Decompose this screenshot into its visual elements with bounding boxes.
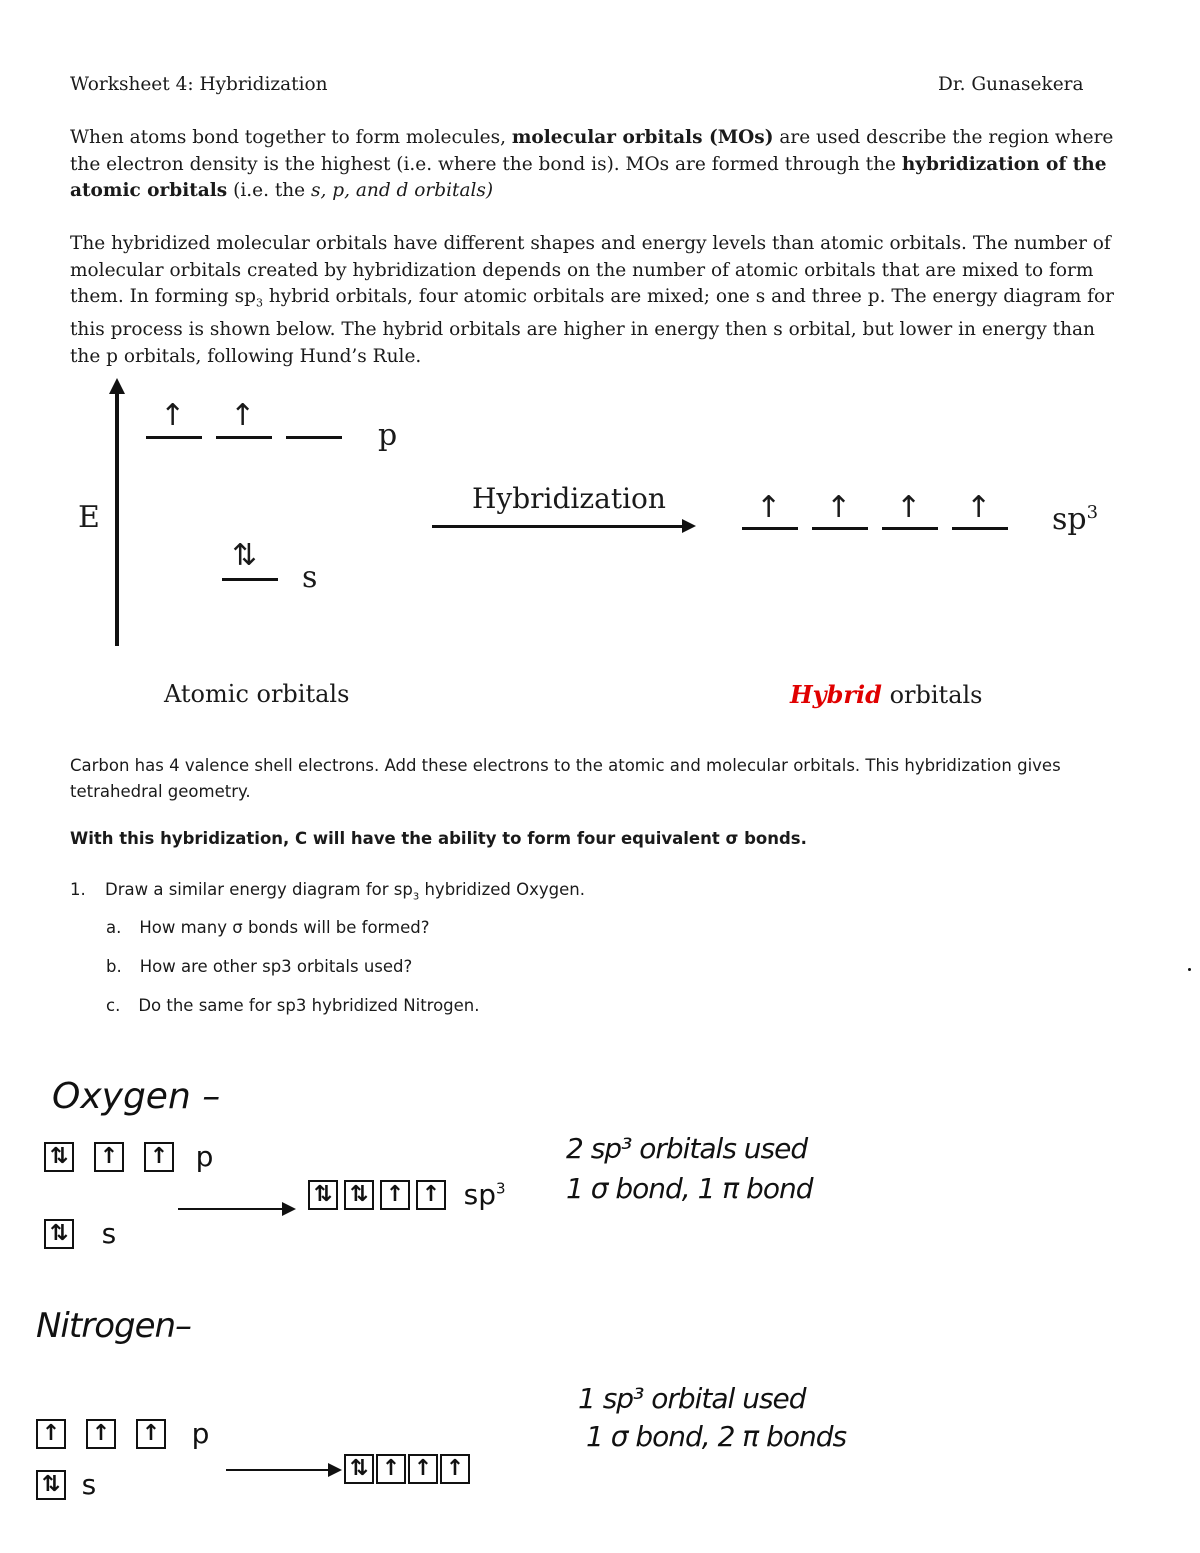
orbital-box: ↑ — [380, 1180, 410, 1210]
orbital-box: ⇅ — [36, 1470, 66, 1500]
sp3-label — [1052, 502, 1098, 537]
orbital-box: ↑ — [94, 1142, 124, 1172]
question-text: hybridized Oxygen. — [419, 880, 585, 899]
oxygen-s-label: s — [101, 1217, 117, 1250]
question-1c — [106, 996, 480, 1015]
intro-paragraph-1 — [70, 125, 1130, 205]
question-1a — [106, 918, 430, 937]
sp3-orbital-line — [742, 527, 798, 530]
author-name: Dr. Gunasekera — [938, 74, 1084, 95]
oxygen-note-2: 1 σ bond, 1 π bond — [566, 1172, 813, 1205]
superscript: 3 — [1086, 502, 1099, 523]
worksheet-title: Worksheet 4: Hybridization — [70, 74, 328, 95]
intro-bold-hybridization: hybridization of the atomic orbitals — [70, 153, 1107, 201]
sp3-orbital-line — [952, 527, 1008, 530]
sp3-text: sp — [463, 1178, 497, 1211]
question-letter: b. — [106, 957, 122, 976]
orbital-box: ↑ — [36, 1419, 66, 1449]
question-1 — [70, 880, 585, 902]
orbital-box: ↑ — [86, 1419, 116, 1449]
orbital-box: ↑ — [136, 1419, 166, 1449]
nitrogen-note-2: 1 σ bond, 2 π bonds — [586, 1420, 847, 1453]
nitrogen-s-label: s — [81, 1468, 97, 1501]
orbitals-word: orbitals — [881, 681, 983, 709]
intro-text: (i.e. the — [227, 180, 312, 201]
question-1b — [106, 957, 412, 976]
superscript: 3 — [255, 296, 263, 310]
orbital-box: ↑ — [408, 1454, 438, 1484]
energy-axis — [115, 392, 119, 646]
orbital-box: ↑ — [144, 1142, 174, 1172]
s-label: s — [302, 560, 318, 595]
superscript: 3 — [412, 891, 420, 903]
intro-italic-orbitals: s, p, and d orbitals) — [311, 180, 494, 201]
nitrogen-p-label: p — [191, 1417, 210, 1450]
p-orbital-line — [286, 436, 342, 439]
intro-paragraph-2 — [70, 231, 1130, 370]
oxygen-sp3-row — [308, 1178, 506, 1211]
p-label: p — [378, 418, 398, 453]
intro-text: hybrid orbitals, four atomic orbitals are mixed; one s and three p. The energy diagram for this process is shown below. The hybrid orbitals are higher in energy then s orbital, but lower in energy than the p orbitals, following Hund’s Rule. — [70, 286, 1115, 367]
intro-bold-mo: molecular orbitals (MOs) — [511, 127, 774, 148]
orbital-box: ⇅ — [44, 1219, 74, 1249]
stray-dot — [1188, 968, 1191, 971]
orbital-box: ⇅ — [44, 1142, 74, 1172]
nitrogen-s-row — [36, 1468, 96, 1501]
intro-text: are used describe the region where the electron density is the highest (i.e. where the bond is). MOs are formed through the — [70, 127, 1114, 175]
sp3-orbital-line — [812, 527, 868, 530]
carbon-paragraph: Carbon has 4 valence shell electrons. Add these electrons to the atomic and molecular orbitals. This hybridization gives tetrahedral geometry. — [70, 756, 1061, 801]
hybridization-label: Hybridization — [472, 482, 666, 515]
orbital-box: ⇅ — [308, 1180, 338, 1210]
intro-text: When atoms bond together to form molecules, — [70, 127, 512, 148]
oxygen-p-label: p — [195, 1140, 214, 1173]
question-text: How many σ bonds will be formed? — [139, 918, 430, 937]
up-arrow-icon: ↑ — [230, 398, 256, 433]
nitrogen-title: Nitrogen– — [36, 1306, 192, 1346]
sigma-statement: With this hybridization, C will have the ability to form four equivalent σ bonds. — [70, 829, 807, 848]
orbital-box: ⇅ — [344, 1454, 374, 1484]
nitrogen-arrow-head — [328, 1463, 342, 1477]
question-text: How are other sp3 orbitals used? — [139, 957, 413, 976]
orbital-box: ↑ — [440, 1454, 470, 1484]
oxygen-sp3-label — [464, 1178, 506, 1211]
nitrogen-sp3-row — [344, 1454, 472, 1484]
orbital-box: ↑ — [416, 1180, 446, 1210]
oxygen-p-row — [44, 1140, 213, 1173]
hybrid-word: Hybrid — [790, 680, 882, 709]
up-arrow-icon: ↑ — [896, 490, 922, 525]
energy-label: E — [78, 500, 100, 535]
up-arrow-icon: ↑ — [826, 490, 852, 525]
atomic-orbitals-caption: Atomic orbitals — [164, 680, 350, 708]
oxygen-arrow-shaft — [178, 1208, 284, 1210]
p-orbital-line — [146, 436, 202, 439]
s-orbital-line — [222, 578, 278, 581]
nitrogen-p-row — [36, 1417, 209, 1450]
sp3-orbital-line — [882, 527, 938, 530]
paired-arrows-icon: ⇅ — [232, 538, 258, 573]
intro-text: The hybridized molecular orbitals have different shapes and energy levels than atomic orbitals. The number of molecular orbitals created by hybridization depends on the number of atomic orbitals that are mixed to form them. In forming sp — [70, 233, 1111, 307]
oxygen-arrow-head — [282, 1202, 296, 1216]
hybridization-arrow-shaft — [432, 525, 684, 528]
question-letter: a. — [106, 918, 122, 937]
hybridization-arrow-head — [682, 519, 696, 533]
sp3-text: sp — [1052, 502, 1087, 537]
question-letter: c. — [106, 996, 121, 1015]
superscript: 3 — [496, 1179, 506, 1198]
orbital-box: ↑ — [376, 1454, 406, 1484]
question-text: Draw a similar energy diagram for sp — [105, 880, 413, 899]
question-number: 1. — [70, 880, 86, 899]
up-arrow-icon: ↑ — [756, 490, 782, 525]
up-arrow-icon: ↑ — [966, 490, 992, 525]
question-text: Do the same for sp3 hybridized Nitrogen. — [138, 996, 480, 1015]
nitrogen-note-1: 1 sp³ orbital used — [578, 1382, 806, 1415]
nitrogen-arrow-shaft — [226, 1469, 330, 1471]
hybrid-orbitals-caption — [790, 680, 983, 709]
orbital-box: ⇅ — [344, 1180, 374, 1210]
p-orbital-line — [216, 436, 272, 439]
oxygen-s-row — [44, 1217, 116, 1250]
energy-axis-arrowhead — [109, 378, 125, 394]
oxygen-title: Oxygen – — [52, 1076, 221, 1117]
up-arrow-icon: ↑ — [160, 398, 186, 433]
oxygen-note-1: 2 sp³ orbitals used — [566, 1132, 808, 1165]
